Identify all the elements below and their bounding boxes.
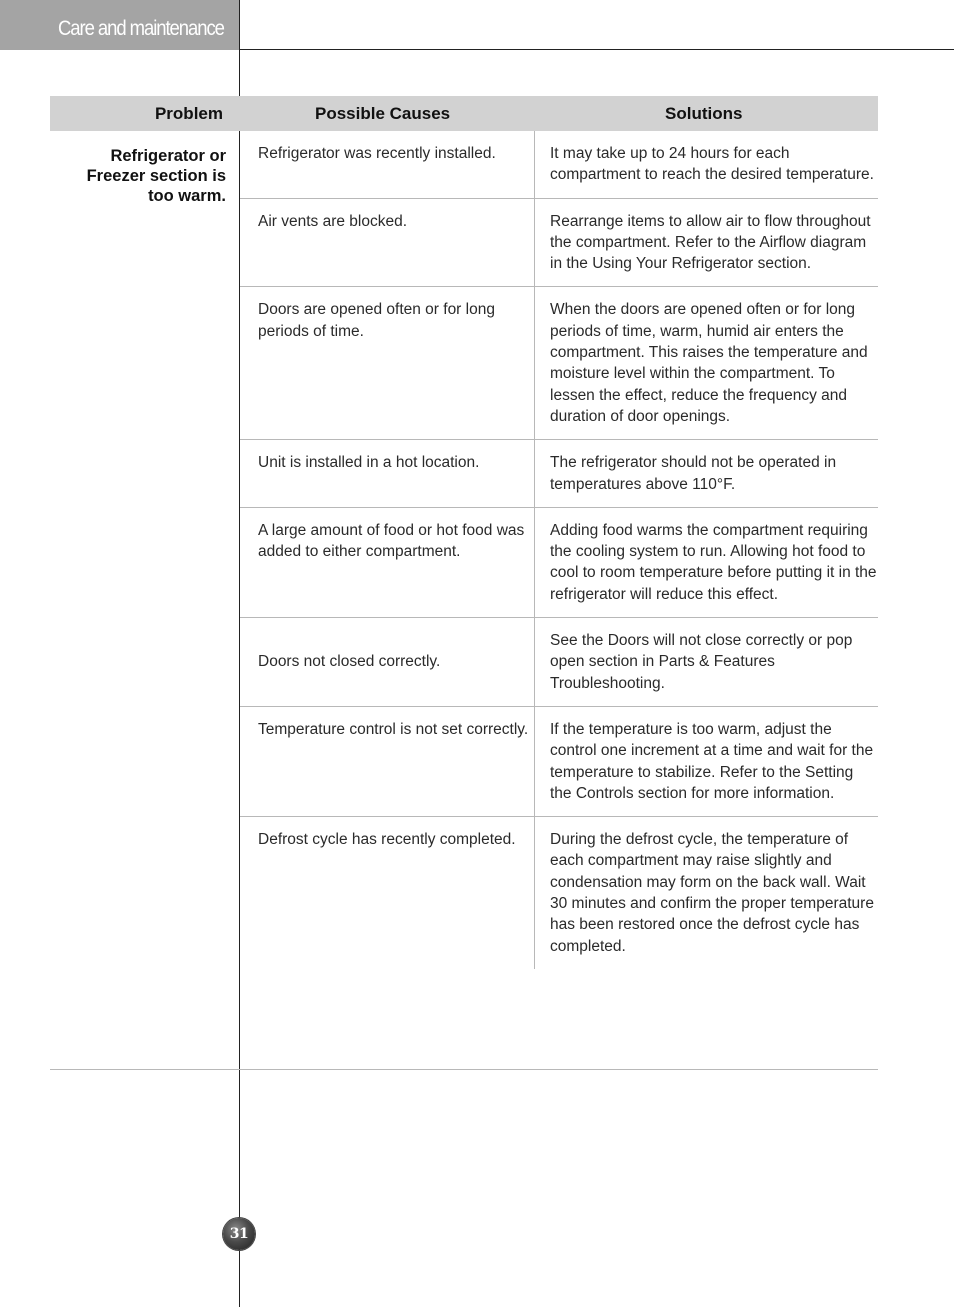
solution-cell: Adding food warms the compartment requiring the cooling system to run. Allowing hot food to cool to room temperature before putting it in the refrigerator will reduce this effect. [550,521,877,603]
problem-line: Refrigerator or [110,147,226,165]
cause-cell: Unit is installed in a hot location. [240,440,535,507]
table-row [240,287,878,440]
header-rule [239,49,954,50]
table-header [50,96,878,131]
cause-text: Doors not closed correctly. [258,653,441,671]
page-number-badge [223,1218,255,1250]
solution-cell: The refrigerator should not be operated in temperatures above 110°F. [550,454,837,493]
header-possible-causes: Possible Causes [315,104,451,123]
solution-cell: Rearrange items to allow air to flow throughout the compartment. Refer to the Airflow diagram in the Using Your Refrigerator section. [550,212,871,273]
problem-line: Freezer section is [86,167,226,185]
problem-line: too warm. [148,187,226,205]
table-row [240,817,878,969]
solution-cell: See the Doors will not close correctly or pop open section in Parts & Features Troubleshooting. [550,632,853,692]
table-row [240,707,878,817]
table-row [240,131,878,199]
troubleshooting-rows [240,131,878,969]
cause-cell: Defrost cycle has recently completed. [240,817,535,969]
section-tab [0,0,239,50]
cause-cell: Doors are opened often or for long periods of time. [240,287,535,439]
solution-cell: When the doors are opened often or for long periods of time, warm, humid air enters the compartment. This raises the temperature and moisture level within the compartment. To lessen the effect, reduce the frequency and duration of door openings. [550,301,868,425]
header-problem: Problem [154,104,223,123]
problem-label [50,146,226,206]
table-row [240,440,878,508]
table-bottom-rule [50,1069,878,1070]
table-row [240,508,878,618]
cause-cell: A large amount of food or hot food was added to either compartment. [240,508,535,617]
table-row [240,618,878,707]
solution-cell: During the defrost cycle, the temperature of each compartment may raise slightly and condensation may form on the back wall. Wait 30 minutes and confirm the proper temperature has been restored once the defrost cycle has completed. [550,831,874,955]
table-row [240,199,878,288]
header-solutions: Solutions [665,104,743,123]
section-title: Care and maintenance [58,17,224,40]
cause-cell: Temperature control is not set correctly. [240,707,535,816]
solution-cell: It may take up to 24 hours for each compartment to reach the desired temperature. [550,145,874,184]
solution-cell: If the temperature is too warm, adjust the control one increment at a time and wait for the temperature to stabilize. Refer to the Setting the Controls section for more information. [550,720,874,802]
cause-cell: Air vents are blocked. [240,199,535,287]
page-number: 31 [229,1226,249,1242]
cause-cell: Refrigerator was recently installed. [240,131,535,198]
cause-cell [240,618,535,706]
